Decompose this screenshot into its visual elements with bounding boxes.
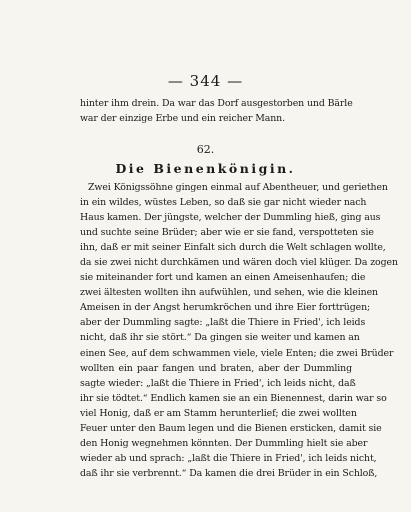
text-line: einen See, auf dem schwammen viele, viele Enten; die zwei Brüder [80, 347, 394, 359]
text-line: da sie zwei nicht durchkämen und wären doch viel klüger. Da zogen [80, 257, 398, 269]
tale-number: 62. [196, 143, 215, 156]
text-line: wollten ein paar fangen und braten, aber der Dummling [80, 362, 352, 374]
text-line: viel Honig, daß er am Stamm herunterlief; die zwei wollten [80, 407, 357, 419]
text-line: Feuer unter den Baum legen und die Bienen ersticken, damit sie [80, 422, 382, 434]
text-line: war der einzige Erbe und ein reicher Mann. [80, 113, 285, 125]
text-line: hinter ihm drein. Da war das Dorf ausgestorben und Bärle [80, 98, 353, 109]
text-line: daß ihr sie verbrennt.“ Da kamen die drei Brüder in ein Schloß, [80, 467, 378, 479]
text-line: sie miteinander fort und kamen an einen Ameisenhaufen; die [80, 272, 366, 284]
text-line: in ein wildes, wüstes Leben, so daß sie gar nicht wieder nach [80, 197, 367, 209]
page-number: — 344 — [167, 72, 244, 90]
text-line: ihn, daß er mit seiner Einfalt sich durch die Welt schlagen wollte, [80, 242, 386, 254]
text-line: Zwei Königssöhne gingen einmal auf Abentheuer, und geriethen [88, 182, 388, 193]
text-line: aber der Dummling sagte: „laßt die Thiere in Fried', ich leids [80, 317, 366, 329]
text-line: wieder ab und sprach: „laßt die Thiere in Fried', ich leids nicht, [80, 452, 377, 464]
text-line: Ameisen in der Angst herumkröchen und ihre Eier forttrügen; [80, 302, 371, 314]
tale-body [80, 180, 398, 481]
text-line: ihr sie tödtet.“ Endlich kamen sie an ein Bienennest, darin war so [80, 392, 387, 404]
text-line: Haus kamen. Der jüngste, welcher der Dummling hieß, ging aus [80, 212, 381, 224]
text-line: zwei ältesten wollten ihn aufwühlen, und sehen, wie die kleinen [80, 287, 378, 299]
text-line: nicht, daß ihr sie stört.“ Da gingen sie weiter und kamen an [80, 332, 360, 344]
tale-title: Die Bienenkönigin. [115, 161, 296, 176]
text-line: und suchte seine Brüder; aber wie er sie fand, verspotteten sie [80, 227, 374, 239]
text-line: sagte wieder: „laßt die Thiere in Fried', ich leids nicht, daß [80, 377, 356, 389]
previous-tale-ending [80, 96, 352, 126]
text-line: den Honig wegnehmen könnten. Der Dummling hielt sie aber [80, 437, 368, 449]
